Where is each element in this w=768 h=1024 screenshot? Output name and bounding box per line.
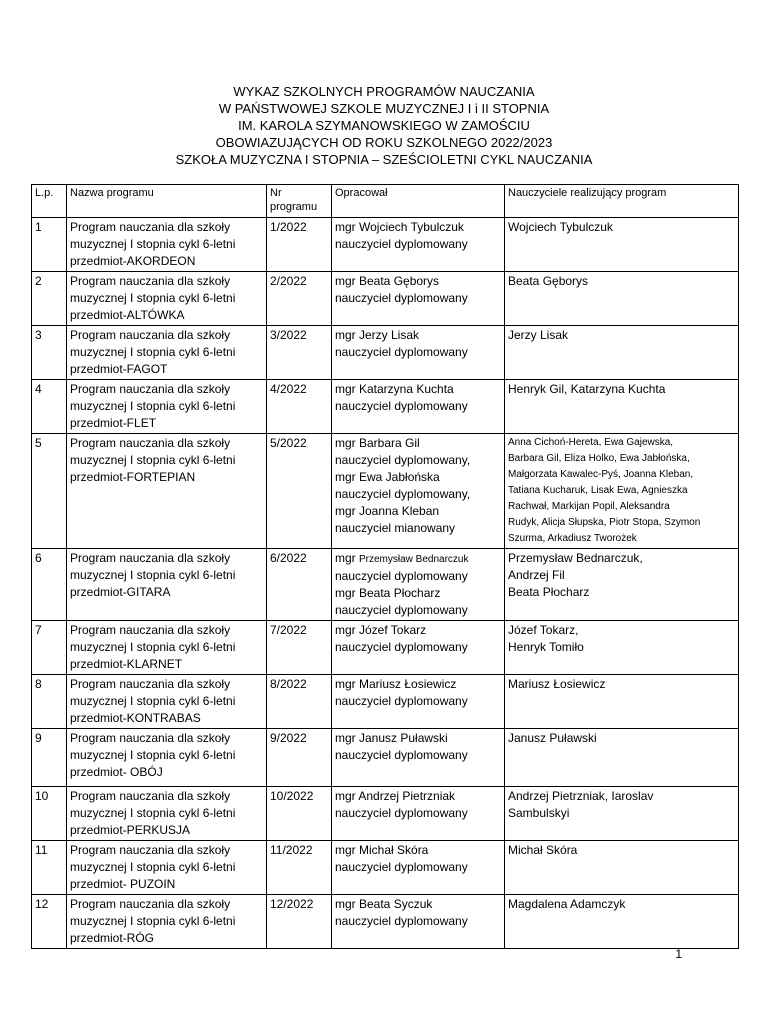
row-program-name-line: przedmiot-FORTEPIAN [70,470,196,484]
row-author-line: mgr Andrzej Pietrzniak [335,789,456,803]
table-row [32,549,739,621]
row-author-line: nauczyciel dyplomowany [335,694,468,708]
row-author-line: nauczyciel dyplomowany [335,914,468,928]
row-teachers-line: Barbara Gil, Eliza Holko, Ewa Jabłońska, [508,453,690,464]
row-program-name-line: muzycznej I stopnia cykl 6-letni [70,453,236,467]
row-author-line: nauczyciel dyplomowany [335,237,468,251]
row-author-line: nauczyciel dyplomowany [335,569,468,583]
row-author [332,729,505,787]
row-teachers-line: Rudyk, Alicja Słupska, Piotr Stopa, Szymon [508,517,701,528]
row-teachers [505,434,739,549]
title-line: W PAŃSTWOWEJ SZKOLE MUZYCZNEJ I i II STOPNIA [218,101,550,116]
row-program-name-line: Program nauczania dla szkoły [70,328,231,342]
row-program-number: 8/2022 [267,675,332,729]
row-program-number: 7/2022 [267,621,332,675]
row-author-line: nauczyciel dyplomowany [335,603,468,617]
row-author-line [335,550,501,568]
row-author-line: mgr Wojciech Tybulczuk [335,220,464,234]
row-program-name-line: Program nauczania dla szkoły [70,551,231,565]
row-program-name-line: przedmiot-KONTRABAS [70,711,201,725]
row-teachers [505,272,739,326]
row-program-number: 4/2022 [267,380,332,434]
row-program-name [67,841,267,895]
row-author-line: mgr Barbara Gil [335,436,420,450]
row-author-line: nauczyciel dyplomowany, [335,487,471,501]
table-row [32,841,739,895]
row-teachers-line: Małgorzata Kawalec-Pyś, Joanna Kleban, [508,469,694,480]
table-row [32,787,739,841]
row-program-number: 9/2022 [267,729,332,787]
row-program-name-line: Program nauczania dla szkoły [70,220,231,234]
title-line: IM. KAROLA SZYMANOWSKIEGO W ZAMOŚCIU [238,118,530,133]
table-row [32,621,739,675]
author-name-small: Przemysław Bednarczuk [359,554,469,565]
row-program-name-line: muzycznej I stopnia cykl 6-letni [70,291,236,305]
row-program-number: 6/2022 [267,549,332,621]
row-author-line: nauczyciel dyplomowany [335,345,468,359]
row-teachers [505,787,739,841]
row-program-name-line: przedmiot-GITARA [70,585,171,599]
row-teachers-line: Tatiana Kucharuk, Lisak Ewa, Agnieszka [508,485,688,496]
row-program-name-line: przedmiot-AKORDEON [70,254,196,268]
row-program-name-line: muzycznej I stopnia cykl 6-letni [70,748,236,762]
row-teachers-line: Rachwał, Markijan Popil, Aleksandra [508,501,670,512]
row-author [332,675,505,729]
row-program-number: 1/2022 [267,218,332,272]
table-row [32,380,739,434]
header-teachers: Nauczyciele realizujący program [505,185,739,218]
row-author-line: nauczyciel mianowany [335,521,456,535]
row-teachers-line: Szurma, Arkadiusz Tworożek [508,533,637,544]
row-program-name-line: przedmiot- OBÓJ [70,765,163,779]
row-program-name-line: muzycznej I stopnia cykl 6-letni [70,914,236,928]
row-lp: 5 [32,434,67,549]
row-author-line: mgr Michał Skóra [335,843,429,857]
row-teachers [505,218,739,272]
row-teachers-line: Jerzy Lisak [508,328,569,342]
row-program-name [67,380,267,434]
row-program-name [67,621,267,675]
row-program-name-line: Program nauczania dla szkoły [70,677,231,691]
row-author [332,218,505,272]
row-author [332,787,505,841]
title-line: OBOWIAZUJĄCYCH OD ROKU SZKOLNEGO 2022/2023 [215,135,553,150]
row-lp: 9 [32,729,67,787]
title-line: SZKOŁA MUZYCZNA I STOPNIA – SZEŚCIOLETNI CYKL NAUCZANIA [175,152,593,167]
row-teachers-line: Mariusz Łosiewicz [508,677,606,691]
row-program-number: 3/2022 [267,326,332,380]
row-author-line: nauczyciel dyplomowany [335,806,468,820]
programs-table [31,184,739,949]
row-author-line: nauczyciel dyplomowany [335,640,468,654]
row-program-name-line: przedmiot-ALTÓWKA [70,308,185,322]
row-author-line: mgr Józef Tokarz [335,623,427,637]
row-program-name-line: muzycznej I stopnia cykl 6-letni [70,806,236,820]
row-program-name-line: Program nauczania dla szkoły [70,382,231,396]
row-teachers-line: Andrzej Pietrzniak, Iaroslav [508,789,654,803]
row-teachers-line: Przemysław Bednarczuk, [508,551,643,565]
row-author-line: nauczyciel dyplomowany [335,399,468,413]
row-teachers [505,841,739,895]
row-author-line: mgr Janusz Puławski [335,731,448,745]
row-program-number: 10/2022 [267,787,332,841]
row-program-name-line: przedmiot-FAGOT [70,362,168,376]
table-row [32,326,739,380]
row-author [332,272,505,326]
header-lp: L.p. [32,185,67,218]
row-author-line: nauczyciel dyplomowany [335,748,468,762]
row-program-name-line: przedmiot-RÓG [70,931,155,945]
row-author [332,895,505,949]
row-lp: 4 [32,380,67,434]
row-teachers-line: Janusz Puławski [508,731,597,745]
row-author-line: mgr Beata Syczuk [335,897,433,911]
row-teachers [505,380,739,434]
table-row [32,729,739,787]
row-author-line: mgr Mariusz Łosiewicz [335,677,457,691]
row-program-name-line: Program nauczania dla szkoły [70,436,231,450]
row-teachers-line: Józef Tokarz, [508,623,579,637]
table-row [32,272,739,326]
row-teachers [505,326,739,380]
row-teachers-line: Beata Gęborys [508,274,589,288]
table-row [32,675,739,729]
row-program-name [67,434,267,549]
row-program-name [67,326,267,380]
row-author-line: mgr Katarzyna Kuchta [335,382,454,396]
row-teachers [505,675,739,729]
row-author-line: nauczyciel dyplomowany, [335,453,471,467]
row-program-name [67,218,267,272]
title-line: WYKAZ SZKOLNYCH PROGRAMÓW NAUCZANIA [233,84,535,99]
row-author [332,549,505,621]
row-lp: 2 [32,272,67,326]
row-program-number: 2/2022 [267,272,332,326]
header-program-name: Nazwa programu [67,185,267,218]
row-lp: 12 [32,895,67,949]
row-author-line: mgr Ewa Jabłońska [335,470,440,484]
row-program-name-line: Program nauczania dla szkoły [70,274,231,288]
row-lp: 7 [32,621,67,675]
row-program-name [67,729,267,787]
table-row [32,434,739,549]
row-author [332,621,505,675]
row-program-name-line: muzycznej I stopnia cykl 6-letni [70,237,236,251]
row-program-name-line: przedmiot-FLET [70,416,157,430]
row-author [332,326,505,380]
row-author-line: mgr Joanna Kleban [335,504,440,518]
table-header-row [32,185,739,218]
author-prefix: mgr [335,551,359,565]
row-teachers-line: Henryk Gil, Katarzyna Kuchta [508,382,666,396]
row-program-name [67,895,267,949]
row-teachers [505,895,739,949]
header-author: Opracował [332,185,505,218]
row-lp: 10 [32,787,67,841]
row-program-name-line: Program nauczania dla szkoły [70,897,231,911]
row-teachers [505,549,739,621]
row-program-name-line: muzycznej I stopnia cykl 6-letni [70,568,236,582]
row-lp: 8 [32,675,67,729]
row-teachers-line: Anna Cichoń-Hereta, Ewa Gajewska, [508,437,674,448]
row-program-name-line: Program nauczania dla szkoły [70,623,231,637]
row-program-name-line: Program nauczania dla szkoły [70,843,231,857]
row-author [332,380,505,434]
row-program-number: 5/2022 [267,434,332,549]
row-program-name-line: Program nauczania dla szkoły [70,731,231,745]
row-teachers-line: Sambulskyi [508,806,570,820]
row-author-line: mgr Jerzy Lisak [335,328,420,342]
row-program-name [67,549,267,621]
header-program-number: Nr programu [267,185,332,218]
row-program-name [67,272,267,326]
row-author-line: nauczyciel dyplomowany [335,860,468,874]
row-author [332,841,505,895]
row-program-name-line: muzycznej I stopnia cykl 6-letni [70,399,236,413]
row-program-name [67,675,267,729]
row-teachers-line: Wojciech Tybulczuk [508,220,613,234]
table-body [32,218,739,949]
row-author [332,434,505,549]
row-program-name [67,787,267,841]
row-program-name-line: muzycznej I stopnia cykl 6-letni [70,860,236,874]
row-lp: 6 [32,549,67,621]
row-program-name-line: muzycznej I stopnia cykl 6-letni [70,640,236,654]
row-teachers [505,621,739,675]
row-program-name-line: muzycznej I stopnia cykl 6-letni [70,345,236,359]
row-program-name-line: muzycznej I stopnia cykl 6-letni [70,694,236,708]
document-title [0,83,768,168]
row-teachers-line: Michał Skóra [508,843,578,857]
row-program-name-line: przedmiot- PUZOIN [70,877,176,891]
row-lp: 1 [32,218,67,272]
row-lp: 3 [32,326,67,380]
row-program-name-line: Program nauczania dla szkoły [70,789,231,803]
row-author-line: mgr Beata Płocharz [335,586,441,600]
row-program-number: 12/2022 [267,895,332,949]
row-author-line: mgr Beata Gęborys [335,274,440,288]
row-teachers [505,729,739,787]
row-program-name-line: przedmiot-KLARNET [70,657,183,671]
page-number: 1 [675,947,682,961]
row-teachers-line: Magdalena Adamczyk [508,897,626,911]
row-program-number: 11/2022 [267,841,332,895]
row-lp: 11 [32,841,67,895]
table-row [32,895,739,949]
row-author-line: nauczyciel dyplomowany [335,291,468,305]
row-program-name-line: przedmiot-PERKUSJA [70,823,191,837]
table-row [32,218,739,272]
row-teachers-line: Andrzej Fil [508,568,565,582]
row-teachers-line: Henryk Tomiło [508,640,584,654]
row-teachers-line: Beata Płocharz [508,585,590,599]
